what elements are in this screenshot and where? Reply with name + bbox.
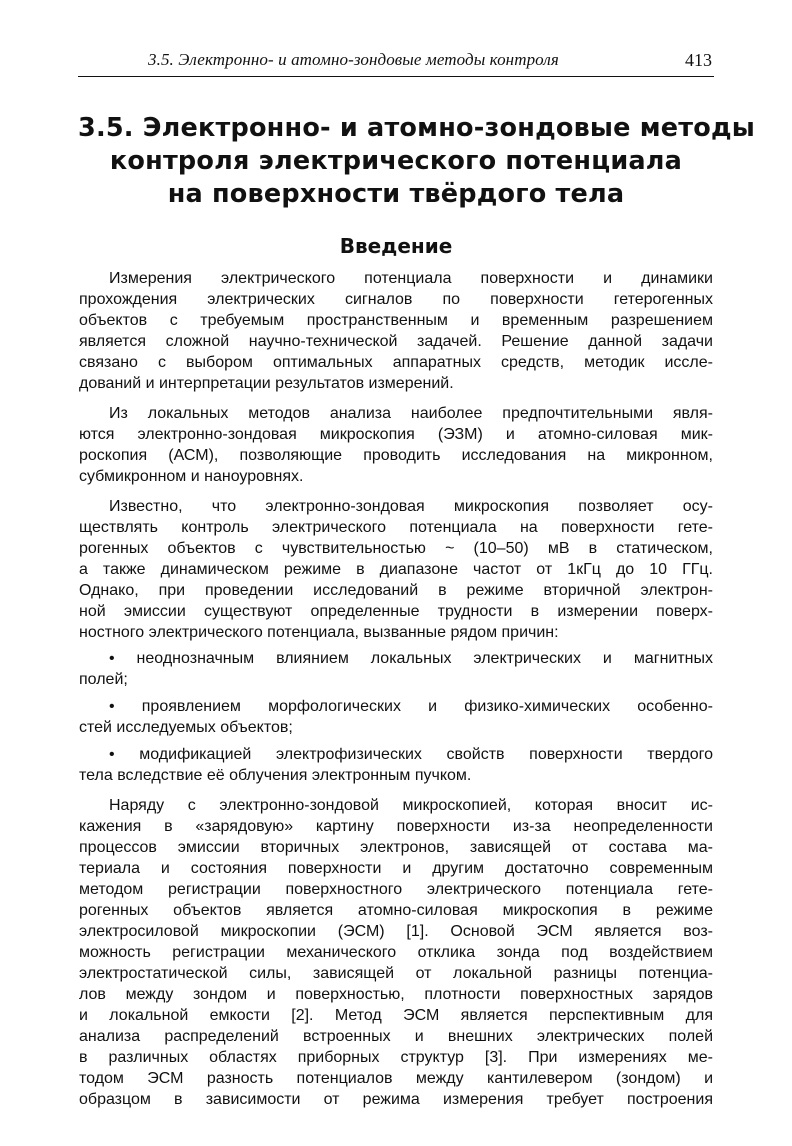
section-heading: Введение	[339, 234, 453, 258]
text-line: методом регистрации поверхностного электрического потенциала гете-	[79, 881, 713, 898]
text-line: является сложной научно-технической задачей. Решение данной задачи	[79, 333, 713, 350]
text-line: Из локальных методов анализа наиболее предпочтительными явля-	[109, 405, 713, 422]
text-line: в различных областях приборных структур [3]. При измерениях ме-	[79, 1049, 713, 1066]
text-line: и локальной емкости [2]. Метод ЭСМ является перспективным для	[79, 1007, 713, 1024]
paragraph-intro	[79, 268, 713, 394]
paragraph-ezm	[79, 496, 713, 643]
text-line: кажения в «зарядовую» картину поверхности из-за неопределенности	[79, 818, 713, 835]
text-line: Однако, при проведении исследований в режиме вторичной электрон-	[79, 582, 713, 599]
paragraph-methods	[79, 403, 713, 487]
text-line: рогенных объектов с чувствительностью ~ (10–50) мВ в статическом,	[79, 540, 713, 557]
text-line: Измерения электрического потенциала поверхности и динамики	[109, 270, 713, 287]
text-line: роскопия (АСМ), позволяющие проводить исследования на микронном,	[79, 447, 713, 464]
paragraph-esm	[79, 795, 713, 1110]
text-line: прохождения электрических сигналов по поверхности гетерогенных	[79, 291, 713, 308]
text-line: электросиловой микроскопии (ЭСМ) [1]. Основой ЭСМ является воз-	[79, 923, 713, 940]
list-item	[79, 696, 713, 738]
text-line: • проявлением морфологических и физико-химических особенно-	[109, 698, 713, 715]
chapter-title-line: 3.5. Электронно- и атомно-зондовые методы	[78, 113, 756, 143]
text-line: а также динамическом режиме в диапазоне частот от 1кГц до 10 ГГц.	[79, 561, 713, 578]
list-item	[79, 648, 713, 690]
body-text	[79, 268, 713, 1119]
text-line: анализа распределений встроенных и внешних электрических полей	[79, 1028, 713, 1045]
text-line: образцом в зависимости от режима измерения требует построения	[79, 1091, 713, 1108]
running-header	[78, 50, 714, 77]
chapter-title	[78, 112, 756, 211]
text-line: ностного электрического потенциала, вызванные рядом причин:	[79, 624, 559, 641]
text-line: процессов эмиссии вторичных электронов, зависящей от состава ма-	[79, 839, 713, 856]
text-line: ной эмиссии существуют определенные трудности в измерении поверх-	[79, 603, 713, 620]
running-title: 3.5. Электронно- и атомно-зондовые методы контроля	[148, 50, 559, 69]
chapter-title-line: на поверхности твёрдого тела	[167, 179, 625, 209]
text-line: • неоднозначным влиянием локальных электрических и магнитных	[109, 650, 713, 667]
text-line: полей;	[79, 671, 128, 688]
text-line: объектов с требуемым пространственным и временным разрешением	[79, 312, 713, 329]
text-line: тела вследствие её облучения электронным пучком.	[79, 767, 472, 784]
text-line: териала и состояния поверхности и другим достаточно современным	[79, 860, 713, 877]
text-line: электростатической силы, зависящей от локальной разницы потенциа-	[79, 965, 713, 982]
text-line: рогенных объектов является атомно-силовая микроскопия в режиме	[79, 902, 713, 919]
text-line: стей исследуемых объектов;	[79, 719, 293, 736]
chapter-title-line: контроля электрического потенциала	[109, 146, 683, 176]
text-line: ществлять контроль электрического потенциала на поверхности гете-	[79, 519, 713, 536]
text-line: Наряду с электронно-зондовой микроскопией, которая вносит ис-	[109, 797, 713, 814]
text-line: Известно, что электронно-зондовая микроскопия позволяет осу-	[109, 498, 713, 515]
list-item	[79, 744, 713, 786]
text-line: • модификацией электрофизических свойств поверхности твердого	[109, 746, 713, 763]
text-line: дований и интерпретации результатов измерений.	[79, 375, 454, 392]
text-line: связано с выбором оптимальных аппаратных средств, методик иссле-	[79, 354, 713, 371]
text-line: лов между зондом и поверхностью, плотности поверхностных зарядов	[79, 986, 713, 1003]
text-line: ются электронно-зондовая микроскопия (ЭЗМ) и атомно-силовая мик-	[79, 426, 713, 443]
text-line: тодом ЭСМ разность потенциалов между кантилевером (зондом) и	[79, 1070, 713, 1087]
page-number: 413	[685, 50, 712, 70]
text-line: субмикронном и наноуровнях.	[79, 468, 304, 485]
text-line: можность регистрации механического отклика зонда под воздействием	[79, 944, 713, 961]
